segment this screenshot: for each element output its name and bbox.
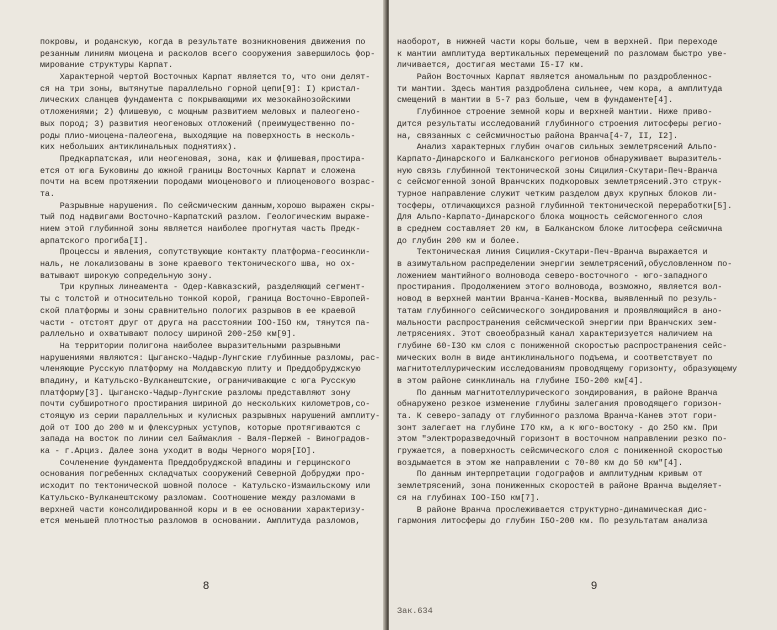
text-line: нием этой глубинной зоны является наиболее прогнутая часть Предк- (40, 225, 361, 234)
right-page (389, 0, 777, 630)
text-line: дится результаты исследований глубинного строения литосферы регио- (397, 119, 723, 129)
text-line: нарушениями являются: Цыганско-Чадыр-Лунгские глубинные разломы, рас- (40, 353, 381, 363)
text-line: Три крупных линеамента - Одер-Кавказский, разделяющий сегмент- (40, 283, 366, 293)
text-line: зонт залегает на глубине I7O км, а к юго-востоку - до 25O км. При (397, 423, 718, 433)
text-line: стоящую из серии параллельных и кулисных разрывных нарушений амплиту- (40, 412, 381, 421)
text-line: Характерной чертой Восточных Карпат является то, что они делят- (40, 73, 371, 83)
text-line: простирания. Продолжением этого волновода, возможно, является вол- (397, 283, 723, 293)
text-line: мических волн в виде антиклинального подъема, и соответствует по (397, 353, 713, 363)
text-line: магнитотеллурическим исследованиям проводящему горизонту, образующему (397, 365, 738, 375)
text-line: платформу[3]. Цыганско-Чадыр-Лунгские разломы представляют зону (40, 388, 351, 398)
text-line: землетрясений, зона пониженных скоростей в районе Вранча выделяет- (397, 482, 723, 492)
text-line: Процессы и явления, сопутствующие контакту платформа-геосинкли- (40, 248, 371, 258)
left-page-number: 8 (203, 580, 210, 592)
text-line: ется от юга Буковины до южной границы Восточных Карпат и сложена (40, 166, 356, 176)
text-line: Катульско-Вулканештскому разломам. Соотношение между разломами в (40, 493, 356, 503)
text-line: Предкарпатская, или неогеновая, зона, как и флишевая,простира- (40, 154, 366, 164)
text-line: ти мантии. Здесь мантия раздроблена сильнее, чем кора, а амплитуда (397, 84, 723, 94)
text-line: до глубин 200 км и более. (397, 236, 521, 246)
text-line: ка - г.Арциз. Далее зона уходит в воды Черного моря[IO]. (40, 447, 317, 457)
text-line: дой от IOO до 200 м и флексурных уступов, которые протягиваются с (40, 423, 361, 433)
text-line: верхней части консолидированной коры и в ее основании характеризу- (40, 505, 366, 515)
text-line: та. К северо-западу от глубинного разлома Вранча-Канев этот гори- (397, 412, 718, 421)
text-line: ты с толстой и относительно тонкой корой, граница Восточно-Европей- (40, 295, 371, 305)
text-line: вых пород; 3) развития неогеновых отложений (преимущественно по- (40, 119, 356, 129)
text-line: гружается, а поверхность сейсмического слоя с пониженной скоростью (397, 447, 723, 457)
text-line: членяющие Русскую платформу на Молдавскую плиту и Преддобруджскую (40, 365, 361, 375)
text-line: На территории полигона наиболее выразительными разрывными (40, 341, 341, 351)
text-line: Сочленение фундамента Преддобруджской впадины и герцинского (40, 458, 351, 468)
text-line: Тектоническая линия Сицилия-Скутари-Печ-Вранча выражается и (397, 248, 708, 258)
text-line: отложениями; 2) флишевую, с мощным развитием меловых и палеогено- (40, 108, 361, 118)
text-line: раллельно и охватывают полосу шириной 200-250 км[9]. (40, 330, 297, 340)
order-stamp: Зак.634 (397, 606, 433, 616)
text-line: тый под надвигами Восточно-Карпатский разлом. Геологическим выраже- (40, 213, 371, 223)
text-line: татам глубинного сейсмического зондирования и проявляющийся в ано- (397, 306, 723, 316)
text-line: основания погребенных складчатых сооружений Северной Добруджи про- (40, 470, 366, 480)
text-line: мирование структуры Карпат. (40, 61, 174, 71)
text-line: почти на всем протяжении породами миоценового и плиоценового возрас- (40, 178, 376, 188)
text-line: турное направление служит четким разделом двух крупных блоков ли- (397, 189, 718, 199)
text-line: роды плио-миоцена-палеогена, выходящие на поверхность в несколь- (40, 131, 356, 141)
text-line: Для Альпо-Карпато-Динарского блока мощность сейсмогенного слоя (397, 213, 703, 223)
text-line: В районе Вранча прослеживается структурно-динамическая дис- (397, 505, 708, 515)
text-line: глубине 60-I3O км слоя с пониженной скоростью распространения сейс- (397, 341, 728, 351)
text-line: этом "электроразведочный горизонт в восточном направлении резко по- (397, 435, 728, 445)
right-page-number: 9 (591, 580, 598, 592)
text-line: ся на глубинах IOO-I5O км[7]. (397, 493, 540, 503)
text-line: обнаружено резкое изменение глубины залегания проводящего горизон- (397, 400, 723, 410)
text-line: почти субширотного простирания шириной до нескольких километров,со- (40, 400, 371, 410)
left-page-text (40, 37, 380, 528)
left-page (0, 0, 385, 630)
text-line: ской платформы и зоны сравнительно пологих разрывов в ее краевой (40, 306, 356, 316)
text-line: покровы, и роданскую, когда в результате возникновения движения по (40, 38, 366, 47)
text-line: в азимутальном распределении энергии землетрясений,обусловленном по- (397, 260, 733, 270)
text-line: По данным интерпретации годографов и амплитудным кривым от (397, 470, 703, 480)
text-line: наль, не локализованы в зоне краевого тектонического шва, но ох- (40, 260, 356, 270)
text-line: в среднем составляет 20 км, в Балканском блоке литосфера сейсмична (397, 225, 723, 234)
text-line: на, связанных с сейсмичностью района Вранча[4-7, II, I2]. (397, 131, 678, 141)
text-line: наоборот, в нижней части коры больше, чем в верхней. При переходе (397, 38, 718, 47)
text-line: ких небольших антиклинальных поднятиях). (40, 143, 238, 153)
text-line: Район Восточных Карпат является аномальным по раздробленнос- (397, 73, 713, 83)
text-line: запада на восток по линии сел Баймаклия - Валя-Пержей - Виноградов- (40, 435, 371, 445)
text-line: смещений в мантии в 5-7 раз больше, чем в фундаменте[4]. (397, 96, 674, 106)
text-line: с сейсмогенной зоной Вранчских подкоровых землетрясений.Это струк- (397, 178, 723, 188)
text-line: части - отстоят друг от друга на расстоянии IOO-I5O км, тянутся па- (40, 318, 371, 328)
text-line: ся на три зоны, вытянутые параллельно горной цепи[9]: I) кристал- (40, 84, 361, 94)
right-page-text (397, 37, 737, 528)
text-line: гармония литосферы до глубин I5O-200 км. По результатам анализа (397, 517, 708, 527)
text-line: арпатского прогиба[I]. (40, 236, 149, 246)
text-line: тосферы, отличающихся разной глубинной тектонической переработки[5]. (397, 201, 733, 211)
text-line: Карпато-Динарского и Балканского регионов обнаруживает выразитель- (397, 154, 723, 164)
text-line: Разрывные нарушения. По сейсмическим данным,хорошо выражен скры- (40, 201, 376, 211)
text-line: Глубинное строение земной коры и верхней мантии. Ниже приво- (397, 108, 713, 118)
text-line: лических сланцев фундамента с покрывающими их мезокайнозойскими (40, 96, 351, 106)
text-line: воздымается в этом же направлении с 70-80 км до 50 км"[4]. (397, 458, 683, 468)
text-line: исходит по тектонической шовной полосе - Катульско-Измаильскому или (40, 482, 371, 492)
text-line: ется меньшей плотностью разломов в основании. Амплитуда разломов, (40, 517, 361, 527)
text-line: к мантии амплитуда вертикальных перемещений по разломам быстро уве- (397, 49, 728, 59)
text-line: впадину, и Катульско-Вулканештские, ограничивающие с юга Русскую (40, 376, 356, 386)
text-line: летрясениях. Этот своеобразный канал характеризуется наличием на (397, 330, 713, 340)
text-line: мальности распространения сейсмической энергии при Вранчских зем- (397, 318, 718, 328)
text-line: ную связь глубинной тектонической зоны Сицилия-Скутари-Печ-Вранча (397, 166, 718, 176)
text-line: личивается, достигая местами I5-I7 км. (397, 61, 585, 71)
text-line: та. (40, 189, 55, 199)
text-line: в этом районе синклиналь на глубине I5O-200 км[4]. (397, 376, 644, 386)
text-line: новод в верхней мантии Вранча-Канев-Москва, выявленный по резуль- (397, 295, 718, 305)
text-line: ложением мантийного волновода северо-восточного - юго-западного (397, 271, 708, 281)
text-line: ватывают широкую сопредельную зону. (40, 271, 213, 281)
text-line: Анализ характерных глубин очагов сильных землетрясений Альпо- (397, 143, 718, 153)
text-line: По данным магнитотеллурического зондирования, в районе Вранча (397, 388, 718, 398)
text-line: резанным линиям миоцена и расколов всего сооружения завершилось фор- (40, 49, 376, 59)
